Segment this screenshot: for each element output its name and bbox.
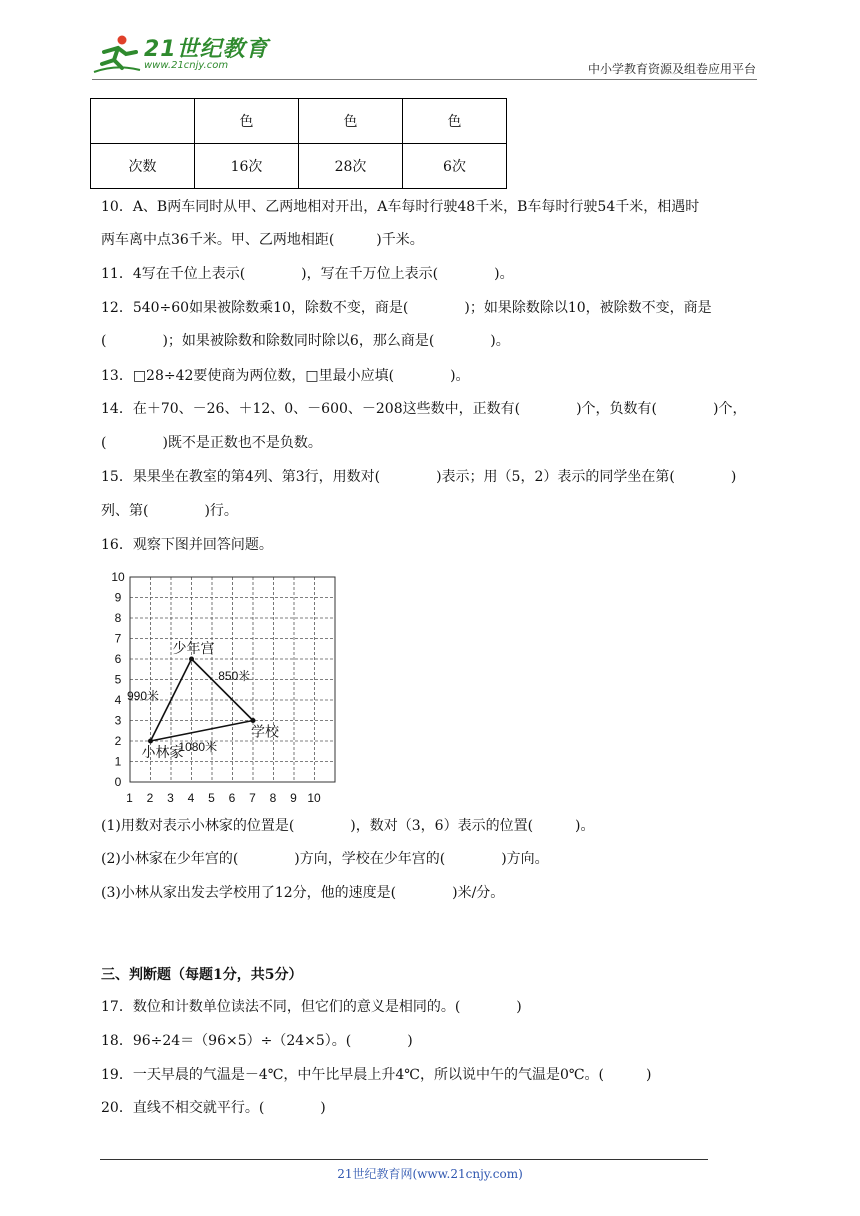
table-cell: 28次 — [299, 144, 403, 189]
distance-label: 850米 — [218, 668, 251, 683]
question-10-line-2: 两车离中点36千米。甲、乙两地相距( )千米。 — [101, 232, 424, 248]
footer-divider — [100, 1159, 708, 1160]
x-tick-label: 7 — [249, 791, 256, 805]
table-row — [91, 144, 507, 189]
question-12-line-1: 12．540÷60如果被除数乘10，除数不变，商是( )；如果除数除以10，被除数不变，商是 — [101, 300, 712, 316]
x-tick-label: 8 — [269, 791, 277, 805]
y-tick-label: 9 — [114, 590, 122, 605]
x-tick-label: 2 — [146, 791, 154, 805]
question-17: 17．数位和计数单位读法不同，但它们的意义是相同的。( ) — [101, 999, 522, 1015]
x-tick-label: 9 — [290, 791, 297, 805]
runner-logo-icon — [92, 34, 142, 74]
x-tick-label: 10 — [307, 791, 321, 805]
location-point — [189, 657, 194, 662]
question-11: 11．4写在千位上表示( )，写在千万位上表示( )。 — [101, 266, 514, 282]
footer-text: 21世纪教育网(www.21cnjy.com) — [337, 1167, 523, 1181]
y-tick-label: 2 — [114, 734, 122, 748]
x-tick-label: 1 — [126, 791, 133, 805]
page-header — [0, 0, 860, 80]
question-16: 16．观察下图并回答问题。 — [101, 537, 273, 553]
question-16-1: (1)用数对表示小林家的位置是( )，数对（3，6）表示的位置( )。 — [101, 818, 595, 834]
y-tick-label: 3 — [114, 713, 122, 728]
question-13: 13．□28÷42要使商为两位数，□里最小应填( )。 — [101, 368, 470, 384]
y-tick-label: 1 — [114, 754, 122, 769]
logo-url: www.21cnjy.com — [144, 60, 229, 71]
coordinate-grid-chart — [104, 562, 354, 808]
table-cell: 次数 — [91, 144, 195, 189]
count-table — [90, 98, 507, 189]
platform-name: 中小学教育资源及组卷应用平台 — [587, 62, 756, 76]
route-line — [151, 721, 254, 742]
question-16-3: (3)小林从家出发去学校用了12分，他的速度是( )米/分。 — [101, 885, 505, 901]
location-label: 学校 — [251, 723, 279, 740]
table-cell: 色 — [195, 99, 299, 144]
question-18: 18．96÷24＝（96×5）÷（24×5）。( ) — [101, 1033, 413, 1049]
question-15-line-1: 15．果果坐在教室的第4列、第3行，用数对( )表示；用（5，2）表示的同学坐在第( ) — [101, 469, 737, 485]
question-10-line-1: 10．A、B两车同时从甲、乙两地相对开出，A车每时行驶48千米，B车每时行驶54千米，相遇时 — [101, 199, 700, 215]
y-tick-label: 0 — [114, 775, 122, 789]
question-12-line-2: ( )；如果被除数和除数同时除以6，那么商是( )。 — [101, 333, 510, 349]
distance-label: 1080米 — [178, 739, 218, 754]
y-tick-label: 4 — [114, 693, 122, 707]
location-label: 少年宫 — [172, 640, 215, 656]
distance-label: 990米 — [126, 689, 160, 703]
question-16-2: (2)小林家在少年宫的( )方向，学校在少年宫的( )方向。 — [101, 851, 549, 867]
location-label: 小林家 — [141, 744, 184, 760]
x-tick-label: 4 — [187, 791, 195, 805]
location-point — [251, 718, 256, 723]
section-3-title: 三、判断题（每题1分，共5分） — [101, 967, 303, 983]
logo — [92, 30, 272, 78]
table-row — [91, 99, 507, 144]
table-cell: 色 — [403, 99, 507, 144]
x-tick-label: 5 — [208, 791, 215, 805]
question-19: 19．一天早晨的气温是－4℃，中午比早晨上升4℃，所以说中午的气温是0℃。( ) — [101, 1067, 652, 1083]
table-cell — [91, 99, 195, 144]
table-cell: 色 — [299, 99, 403, 144]
x-tick-label: 3 — [167, 791, 174, 805]
question-20: 20．直线不相交就平行。( ) — [101, 1100, 326, 1116]
table-cell: 16次 — [195, 144, 299, 189]
question-14-line-1: 14．在＋70、－26、＋12、0、－600、－208这些数中，正数有( )个，负数有( )个， — [101, 401, 747, 417]
question-15-line-2: 列、第( )行。 — [101, 503, 238, 519]
logo-text: 21世纪教育 — [144, 37, 269, 62]
table-cell: 6次 — [403, 144, 507, 189]
y-tick-label: 7 — [114, 631, 122, 646]
y-tick-label: 6 — [114, 652, 122, 666]
question-14-line-2: ( )既不是正数也不是负数。 — [101, 435, 322, 451]
y-tick-label: 5 — [114, 672, 122, 687]
y-tick-label: 10 — [111, 570, 125, 584]
location-point — [148, 739, 153, 744]
header-divider — [92, 79, 757, 80]
y-tick-label: 8 — [114, 611, 122, 625]
x-tick-label: 6 — [228, 791, 236, 805]
